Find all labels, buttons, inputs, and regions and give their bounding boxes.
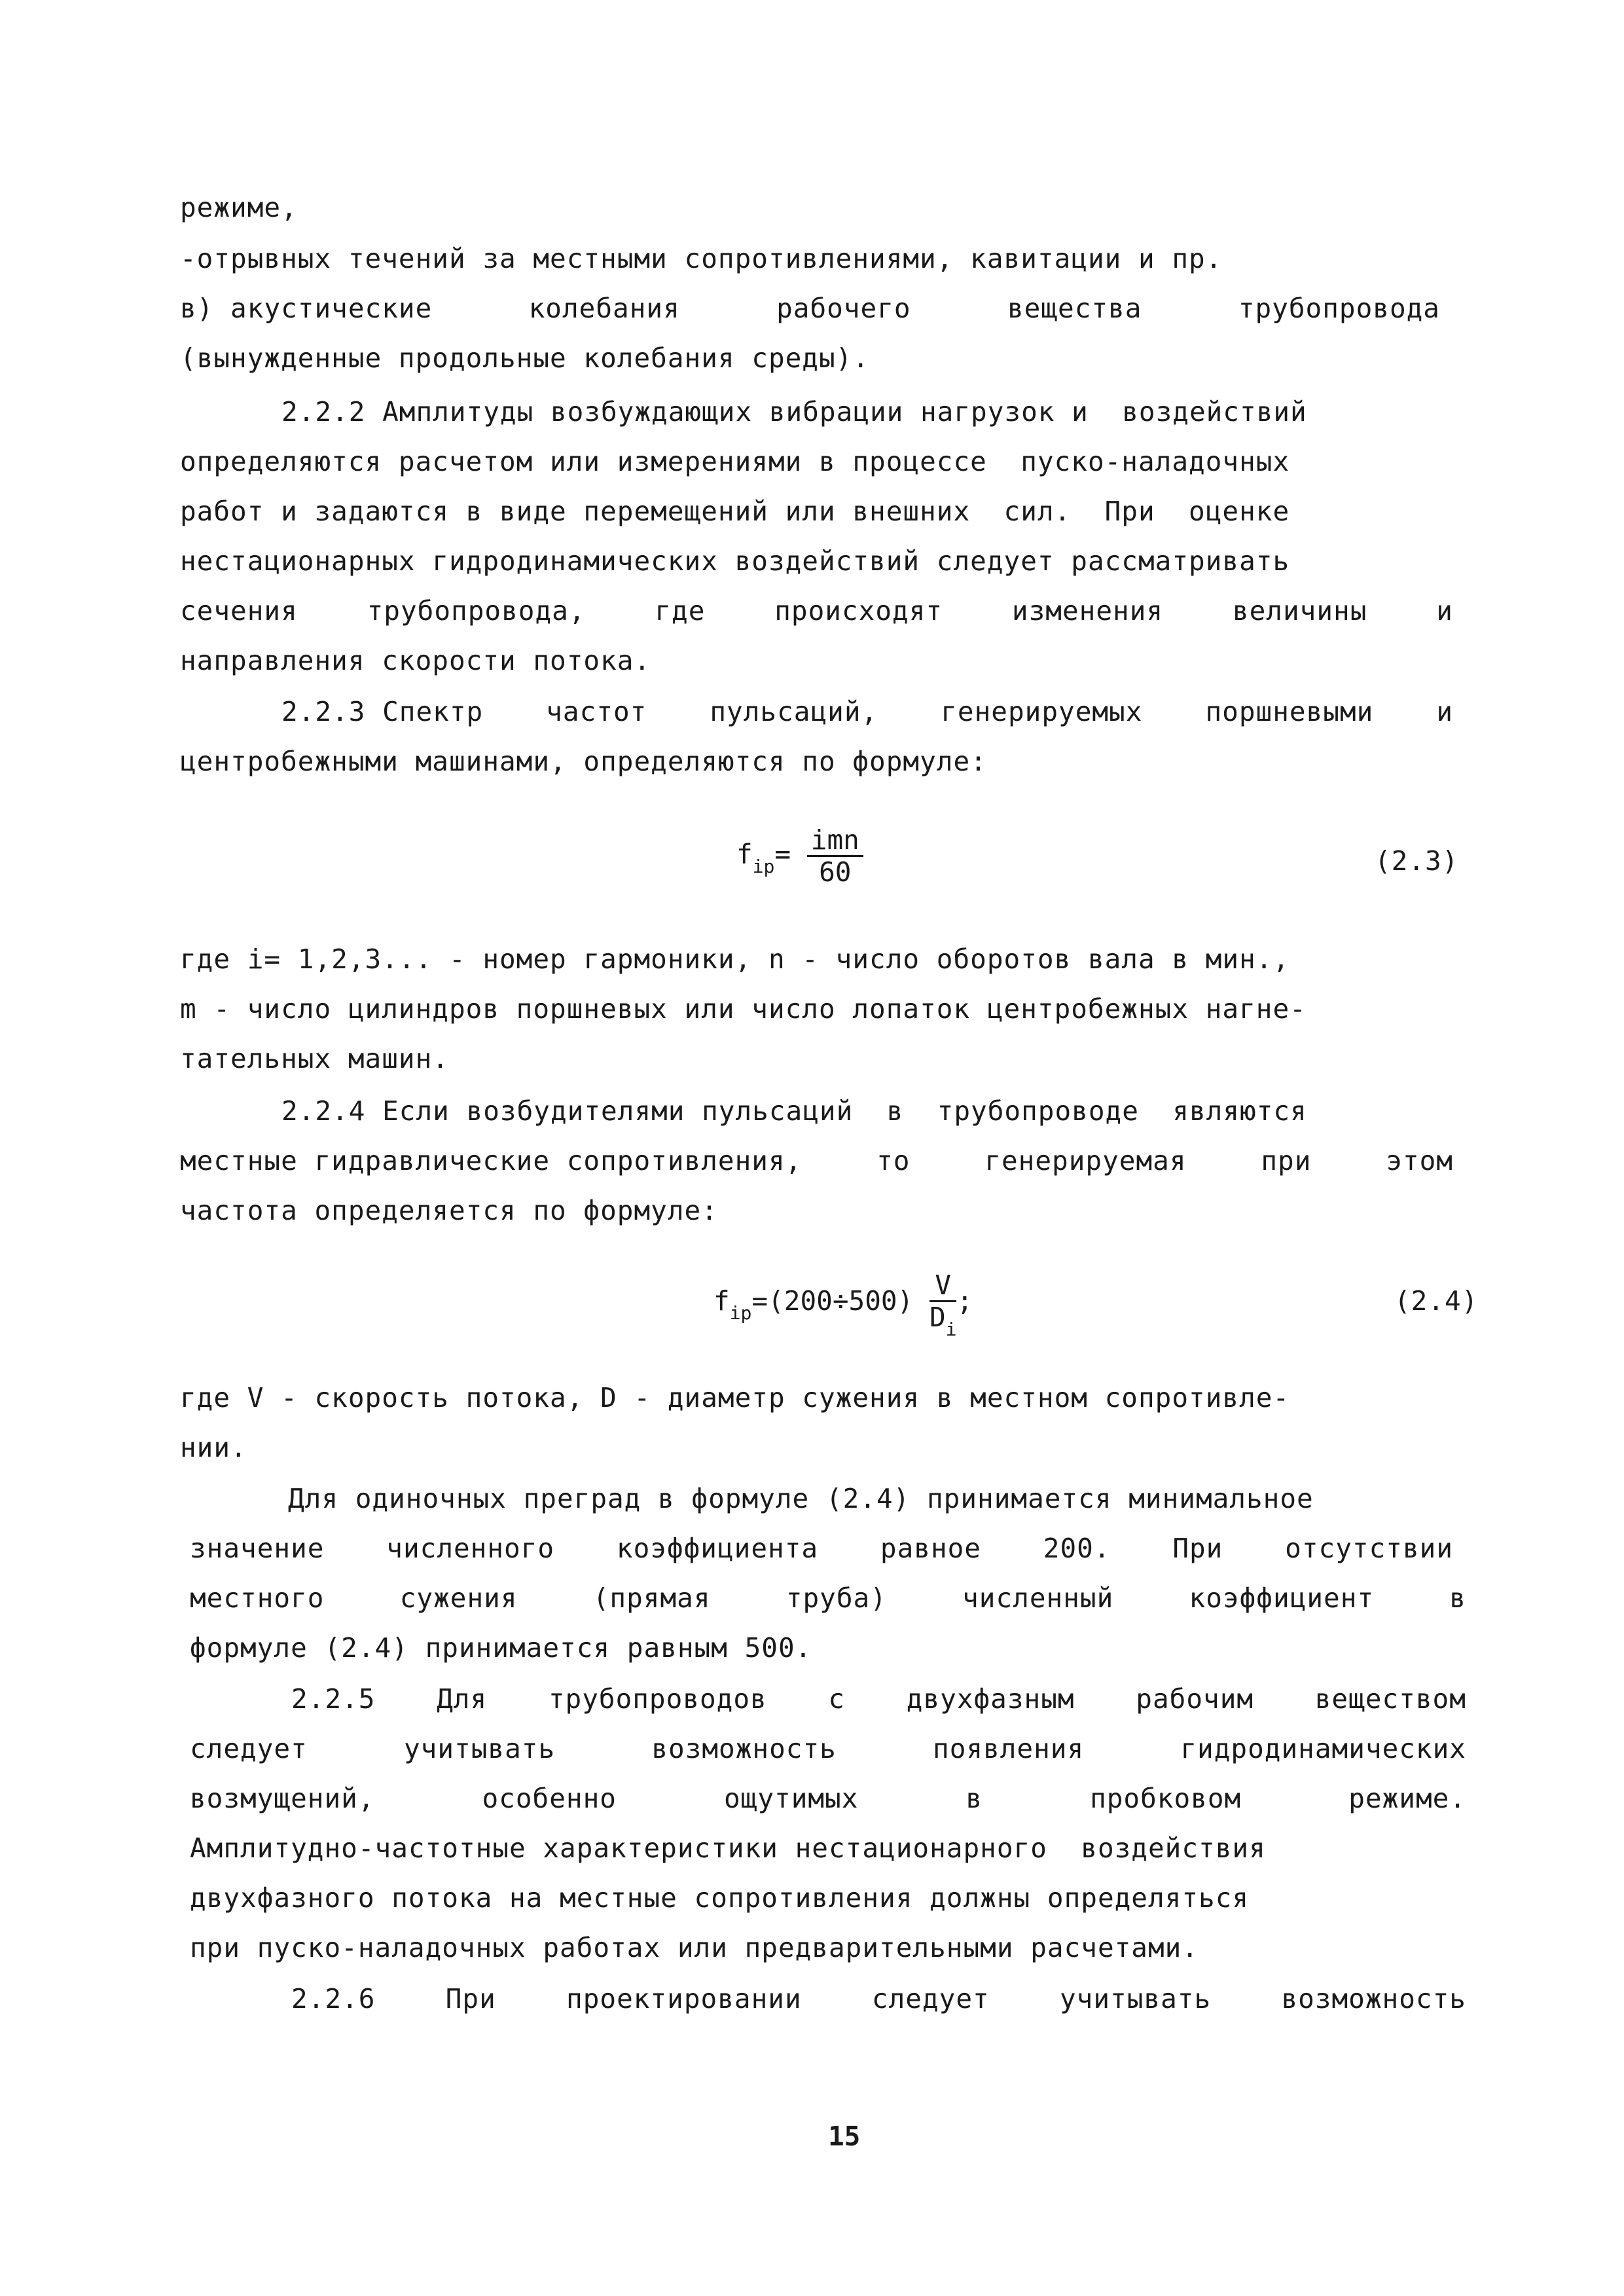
- word: (прямая: [592, 1582, 711, 1614]
- word: веществом: [1314, 1683, 1466, 1715]
- text-line-justified: [180, 1144, 1453, 1177]
- text-line: определяются расчетом или измерениями в процессе пуско-наладочных: [180, 446, 1290, 477]
- word: значение: [190, 1533, 325, 1564]
- word: При: [445, 1983, 496, 2014]
- formula-subscript: ip: [729, 1302, 752, 1324]
- word: пульсаций,: [710, 696, 878, 727]
- text-line-justified: [180, 594, 1453, 627]
- word: сужения: [399, 1582, 518, 1614]
- word: отсутствии: [1285, 1533, 1453, 1564]
- word: численный: [962, 1582, 1114, 1614]
- formula-2-4: [713, 1269, 973, 1340]
- word: возмущений,: [190, 1783, 375, 1814]
- text-line-justified: [291, 1982, 1466, 2015]
- fraction-numerator: imn: [807, 825, 863, 857]
- word: численного: [386, 1533, 555, 1564]
- text-line: m - число цилиндров поршневых или число лопаток центробежных нагне-: [180, 993, 1307, 1025]
- denominator-symbol: D: [929, 1302, 946, 1333]
- formula-symbol: f: [736, 838, 753, 870]
- word: пробковом: [1090, 1783, 1242, 1814]
- word: учитывать: [1059, 1983, 1212, 2014]
- formula-coefficient: =(200÷500): [751, 1285, 914, 1317]
- text-line-justified: [190, 1732, 1466, 1765]
- word: происходят: [774, 595, 943, 627]
- word: генерируемая: [984, 1145, 1187, 1176]
- word: 2.2.5: [291, 1683, 376, 1715]
- word: где: [655, 595, 706, 627]
- text-line: формуле (2.4) принимается равным 500.: [190, 1632, 812, 1664]
- text-line: 2.2.4 Если возбудителями пульсаций в трубопроводе являются: [281, 1095, 1307, 1127]
- word: при: [1261, 1145, 1312, 1176]
- text-line: Для одиночных преград в формуле (2.4) принимается минимальное: [288, 1483, 1314, 1514]
- text-line-justified: [190, 1582, 1466, 1614]
- word: поршневыми: [1205, 696, 1374, 727]
- word: трубопроводов: [548, 1683, 767, 1715]
- word: проектировании: [566, 1983, 802, 2014]
- word: изменения: [1011, 595, 1164, 627]
- fraction-denominator: [929, 1302, 957, 1340]
- word: коэффициента: [616, 1533, 819, 1564]
- word: учитывать: [403, 1733, 556, 1764]
- word: трубопровода,: [367, 595, 586, 627]
- word: Для: [437, 1683, 488, 1715]
- word: ощутимых: [723, 1783, 859, 1814]
- formula-subscript: ip: [752, 855, 775, 877]
- word: сечения: [180, 595, 298, 627]
- word: возможность: [1281, 1983, 1466, 2014]
- word: двухфазным: [906, 1683, 1075, 1715]
- word: 2.2.6: [291, 1983, 376, 2014]
- fraction-numerator: V: [929, 1270, 957, 1302]
- denominator-subscript: i: [945, 1319, 957, 1340]
- text-line: центробежными машинами, определяются по формуле:: [180, 746, 987, 777]
- formula-punctuation: ;: [956, 1285, 973, 1317]
- text-line: где i= 1,2,3... - номер гармоники, n - число оборотов вала в мин.,: [180, 943, 1290, 975]
- text-line: где V - скорость потока, D - диаметр сужения в местном сопротивле-: [180, 1382, 1290, 1413]
- text-line-justified: [190, 1532, 1453, 1565]
- word: появления: [933, 1733, 1085, 1764]
- word: рабочего: [776, 293, 911, 324]
- text-line: (вынужденные продольные колебания среды).: [180, 342, 870, 374]
- text-line: работ и задаются в виде перемещений или внешних сил. При оценке: [180, 496, 1290, 527]
- word: с: [828, 1683, 846, 1715]
- word: и: [1436, 595, 1453, 627]
- word: возможность: [651, 1733, 837, 1764]
- formula-2-3: [736, 825, 863, 887]
- text-line-justified: [190, 1782, 1466, 1815]
- text-line: частота определяется по формуле:: [180, 1195, 718, 1226]
- text-line: двухфазного потока на местные сопротивления должны определяться: [190, 1882, 1250, 1914]
- word: местного: [190, 1582, 325, 1614]
- text-line: нии.: [180, 1432, 247, 1463]
- word: и: [1436, 696, 1453, 727]
- word: рабочим: [1136, 1683, 1254, 1715]
- word: трубопровода: [1238, 293, 1440, 324]
- word: гидродинамических: [1180, 1733, 1466, 1764]
- word: режиме.: [1348, 1783, 1466, 1814]
- fraction-denominator: 60: [819, 856, 852, 888]
- word: При: [1172, 1533, 1223, 1564]
- text-line-justified: [291, 1683, 1466, 1715]
- text-line: 2.2.2 Амплитуды возбуждающих вибрации нагрузок и воздействий: [281, 396, 1307, 428]
- text-line-justified: [281, 695, 1453, 728]
- word: труба): [785, 1582, 887, 1614]
- text-line: -отрывных течений за местными сопротивлениями, кавитации и пр.: [180, 243, 1223, 274]
- text-line: направления скорости потока.: [180, 645, 651, 676]
- word: то: [876, 1145, 911, 1176]
- word: в: [1449, 1582, 1466, 1614]
- word: местные гидравлические сопротивления,: [180, 1145, 803, 1176]
- word: следует: [190, 1733, 308, 1764]
- word: колебания: [528, 293, 680, 324]
- word: равное: [880, 1533, 981, 1564]
- word: вещества: [1007, 293, 1142, 324]
- text-line: режиме,: [180, 192, 298, 223]
- text-line-justified: [180, 292, 1440, 325]
- word: 2.2.3 Спектр: [281, 696, 484, 727]
- equation-number: (2.3): [1375, 845, 1459, 877]
- equation-number: (2.4): [1394, 1285, 1479, 1317]
- fraction: [807, 825, 863, 887]
- text-line: нестационарных гидродинамических воздействий следует рассматривать: [180, 545, 1290, 577]
- word: особенно: [482, 1783, 617, 1814]
- text-line: при пуско-наладочных работах или предварительными расчетами.: [190, 1932, 1199, 1963]
- word: коэффициент: [1189, 1582, 1375, 1614]
- word: этом: [1386, 1145, 1453, 1176]
- text-line: Амплитудно-частотные характеристики нестационарного воздействия: [190, 1832, 1266, 1864]
- fraction: [929, 1269, 957, 1340]
- text-line: тательных машин.: [180, 1043, 449, 1074]
- word: в) акустические: [180, 293, 433, 324]
- word: величины: [1232, 595, 1367, 627]
- word: в: [965, 1783, 983, 1814]
- word: частот: [546, 696, 647, 727]
- formula-symbol: f: [713, 1285, 730, 1317]
- word: 200.: [1043, 1533, 1111, 1564]
- word: генерируемых: [941, 696, 1143, 727]
- formula-operator: =: [774, 838, 791, 870]
- page-number: 15: [828, 2121, 861, 2152]
- word: следует: [871, 1983, 990, 2014]
